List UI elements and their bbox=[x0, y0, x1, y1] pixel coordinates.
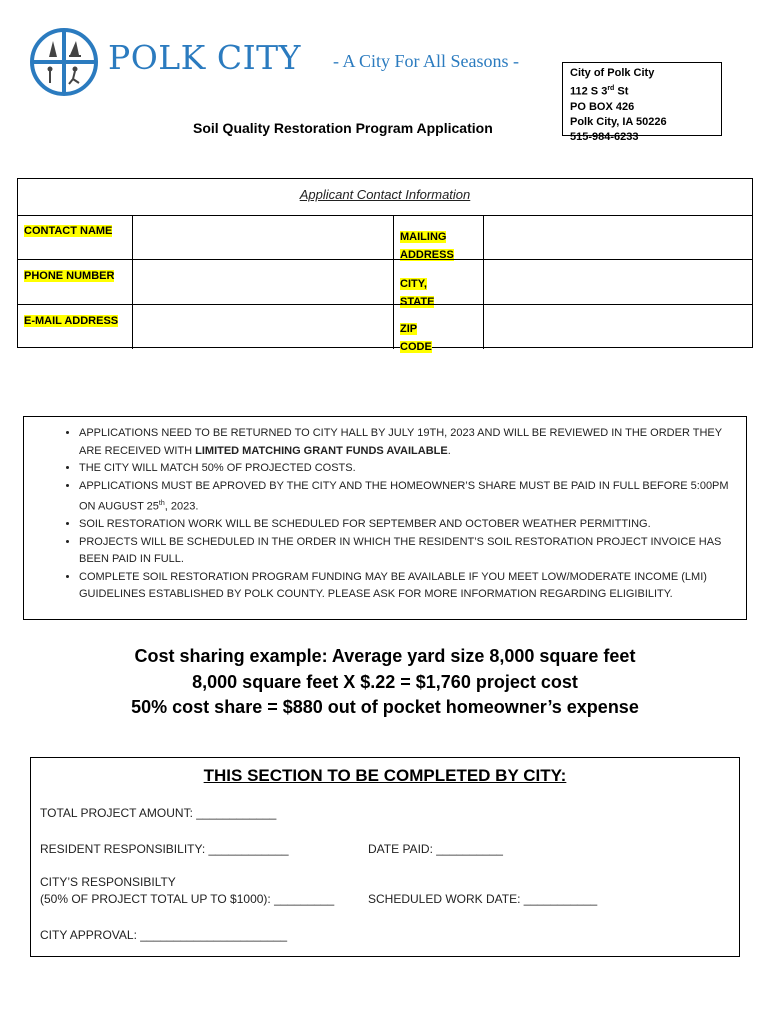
mailing-address-field[interactable] bbox=[483, 215, 753, 259]
cost-example-line-1: Cost sharing example: Average yard size 8,000 square feet bbox=[134, 646, 636, 666]
email-address-label: E-MAIL ADDRESS bbox=[24, 315, 119, 327]
zip-code-label: ZIP CODE bbox=[400, 323, 432, 353]
applicant-contact-table bbox=[17, 178, 753, 353]
address-po-box: PO BOX 426 bbox=[570, 100, 635, 113]
brand-tagline: - A City For All Seasons - bbox=[333, 51, 520, 71]
cost-example-line-2: 8,000 square feet X $.22 = $1,760 project cost bbox=[192, 672, 578, 692]
city-approval: CITY APPROVAL: ______________________ bbox=[40, 928, 288, 942]
notice-item: • APPLICATIONS MUST BE APROVED BY THE CITY AND THE HOMEOWNER’S SHARE MUST BE PAID IN FULL BEFORE 5:00PM ON AUGUST 25th, 2023. bbox=[79, 478, 732, 517]
city-state-field[interactable] bbox=[483, 260, 753, 305]
contact-name-label: CONTACT NAME bbox=[24, 225, 113, 237]
city-state-label: CITY, STATE bbox=[400, 278, 435, 308]
city-address-box bbox=[562, 62, 722, 143]
address-street: 112 S 3rd St bbox=[570, 85, 629, 98]
email-address-field[interactable] bbox=[132, 305, 393, 349]
resident-responsibility: RESIDENT RESPONSIBILITY: ____________ bbox=[40, 842, 289, 856]
contact-name-field[interactable] bbox=[132, 215, 393, 259]
city-responsibility-label: CITY’S RESPONSIBILTY bbox=[40, 875, 176, 889]
notice-item: • COMPLETE SOIL RESTORATION PROGRAM FUNDING MAY BE AVAILABLE IF YOU MEET LOW/MODERATE INCOME (LMI) GUIDELINES ESTABLISHED BY POLK COUNTY. PLEASE ASK FOR MORE INFORMATION REGARDING ELIGIBILITY. bbox=[79, 569, 732, 604]
brand-name: POLK CITY bbox=[108, 38, 301, 77]
address-city-line: Polk City, IA 50226 bbox=[570, 115, 667, 128]
total-project-amount: TOTAL PROJECT AMOUNT: ____________ bbox=[40, 806, 277, 820]
notice-item: • THE CITY WILL MATCH 50% OF PROJECTED COSTS. bbox=[79, 460, 732, 478]
phone-number-label: PHONE NUMBER bbox=[24, 270, 115, 282]
contact-table-heading: Applicant Contact Information bbox=[18, 179, 752, 216]
zip-code-field[interactable] bbox=[483, 305, 753, 349]
polk-city-logo bbox=[29, 27, 99, 97]
cost-example-line-3: 50% cost share = $880 out of pocket homeowner’s expense bbox=[131, 697, 639, 717]
city-responsibility: (50% OF PROJECT TOTAL UP TO $1000): _________ bbox=[40, 892, 335, 906]
mailing-address-label: MAILING ADDRESS bbox=[400, 231, 454, 261]
notice-item: • SOIL RESTORATION WORK WILL BE SCHEDULED FOR SEPTEMBER AND OCTOBER WEATHER PERMITTING. bbox=[79, 516, 732, 534]
notice-item: • PROJECTS WILL BE SCHEDULED IN THE ORDER IN WHICH THE RESIDENT’S SOIL RESTORATION PROJECT INVOICE HAS BEEN PAID IN FULL. bbox=[79, 534, 732, 569]
city-use-section bbox=[30, 757, 740, 957]
address-name: City of Polk City bbox=[570, 67, 655, 79]
notice-item: • APPLICATIONS NEED TO BE RETURNED TO CITY HALL BY JULY 19TH, 2023 AND WILL BE REVIEWED IN THE ORDER THEY ARE RECEIVED WITH LIMITED MATCHING GRANT FUNDS AVAILABLE. bbox=[79, 425, 732, 460]
scheduled-work-date: SCHEDULED WORK DATE: ___________ bbox=[368, 892, 598, 906]
program-notices-box bbox=[23, 416, 747, 620]
address-phone: 515-984-6233 bbox=[570, 130, 639, 143]
date-paid: DATE PAID: __________ bbox=[368, 842, 503, 856]
phone-number-field[interactable] bbox=[132, 260, 393, 305]
city-section-title: THIS SECTION TO BE COMPLETED BY CITY: bbox=[203, 766, 567, 785]
form-title: Soil Quality Restoration Program Application bbox=[193, 120, 493, 136]
